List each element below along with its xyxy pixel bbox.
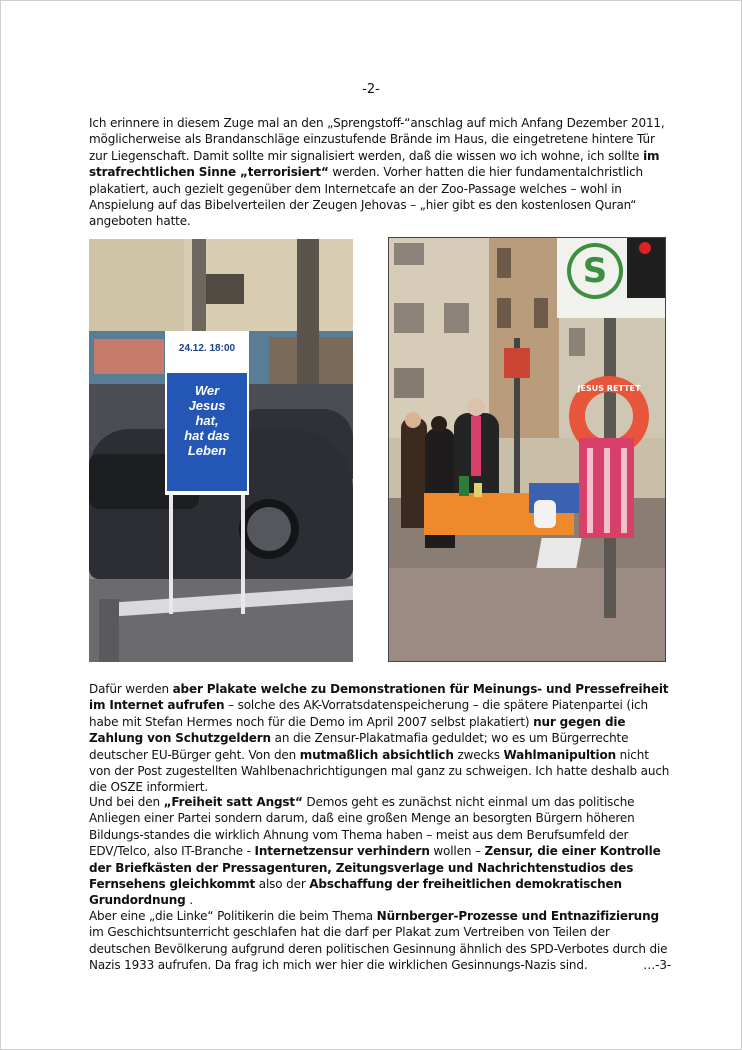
p2-bold-3: mutmaßlich absichtlich (299, 747, 454, 762)
poster-header: 24.12. 18:00 (178, 343, 236, 354)
p1-bold-1: im strafrechtlichen Sinne „terrorisiert“ (89, 148, 660, 180)
p4-text-2: im Geschichtsunterricht geschlafen hat die darf per Plakat zum Vertreiben von Teilen der deutschen Bevölkerung aufgrund deren politischen Gesinnung ähnlich des SPD-Verbotes durch die Nazis 1933 aufrufen. Da frag ich mich wer hier die wirklichen Gesinnungs-Nazis sind. (89, 925, 668, 973)
p2-text-3: an die Zensur-Plakatmafia geduldet; wo es um Bürgerrechte deutscher EU-Bürger geht. Von den (89, 731, 629, 762)
paragraph-4 (89, 908, 671, 974)
p1-text-2: werden. Vorher hatten die hier fundamentalchristlich plakatiert, auch gezielt gegenüber dem Internetcafe an der Zoo-Passage welches – wohl in Anspielung auf das Bibelverteilen der Zeugen Jehovas – „hier gibt es den kostenlosen Quran“ angeboten hatte. (89, 165, 643, 229)
life-ring-text: JESUS RETTET (577, 384, 641, 393)
p3-text-3: wollen – (429, 844, 485, 859)
photo-street-poster (89, 239, 353, 662)
next-page-marker: …-3- (643, 958, 671, 973)
poster-slogan (169, 383, 245, 458)
p3-bold-3: Zensur, die einer Kontrolle der Briefkästen der Pressagenturen, Zeitungsverlage und Nachrichtenstudios des Fernsehens gleichkommt (89, 844, 661, 892)
paragraph-2 (89, 681, 671, 796)
p3-bold-4: Abschaffung der freiheitlichen demokratischen Grundordnung (89, 877, 622, 908)
p2-text-1: Dafür werden (89, 682, 173, 696)
p3-text-5: . (185, 893, 193, 908)
p4-bold-1: Nürnberger-Prozesse und Entnazifizierung (376, 909, 659, 923)
paragraph-1 (89, 115, 671, 230)
poster-line: hat das (184, 428, 230, 443)
p1-text-1: Ich erinnere in diesem Zuge mal an den „Sprengstoff-“anschlag auf mich Anfang Dezember 2011, möglicherweise als Brandanschläge einzustufende Brände im Haus, die eingetretene hintere Tür zur Liegenschaft. Damit sollte mir signalisiert werden, daß die wissen wo ich wohne, ich sollte (89, 116, 665, 163)
p4-text-1: Aber eine „die Linke“ Politikerin die beim Thema (89, 909, 377, 923)
poster-line: Leben (187, 443, 227, 458)
p3-text-2: Demos geht es zunächst nicht einmal um das politische Anliegen einer Partei sondern darum, daß eine großen Menge an besorgten Bürgern höheren Bildungs-standes die wirklich Ahnung vom Thema haben – meist aus dem Berufsumfeld der EDV/Telco, also IT-Branche - (89, 795, 635, 859)
p3-text-4: also der (255, 877, 310, 892)
paragraph-3 (89, 794, 671, 909)
photo-street-stand (388, 237, 666, 662)
p2-text-2: – solche des AK-Vorratsdatenspeicherung – die spätere Piatenpartei (ich habe mit Stefan Hermes noch für die Demo im April 2007 selbst plakatiert) (89, 698, 648, 729)
page-number: -2- (362, 82, 380, 97)
p2-text-5: nicht von der Post zugestellten Wahlbenachrichtigungen mal ganz zu schweigen. Ich hatte deshalb auch die OSZE informiert. (89, 747, 670, 795)
p3-text-1: Und bei den (89, 795, 164, 809)
p3-bold-1: „Freiheit satt Angst“ (163, 795, 303, 809)
sbahn-sign-letter: S (582, 251, 608, 291)
p2-text-4: zwecks (453, 747, 504, 762)
poster-line: hat, (195, 413, 219, 428)
p2-bold-1: aber Plakate welche zu Demonstrationen für Meinungs- und Pressefreiheit im Internet aufrufen (89, 682, 669, 713)
p2-bold-2: nur gegen die Zahlung von Schutzgeldern (89, 714, 626, 746)
p3-bold-2: Internetzensur verhindern (254, 844, 430, 859)
poster-line: Jesus (188, 398, 226, 413)
poster-line: Wer (194, 383, 220, 398)
p2-bold-4: Wahlmanipultion (503, 747, 616, 762)
